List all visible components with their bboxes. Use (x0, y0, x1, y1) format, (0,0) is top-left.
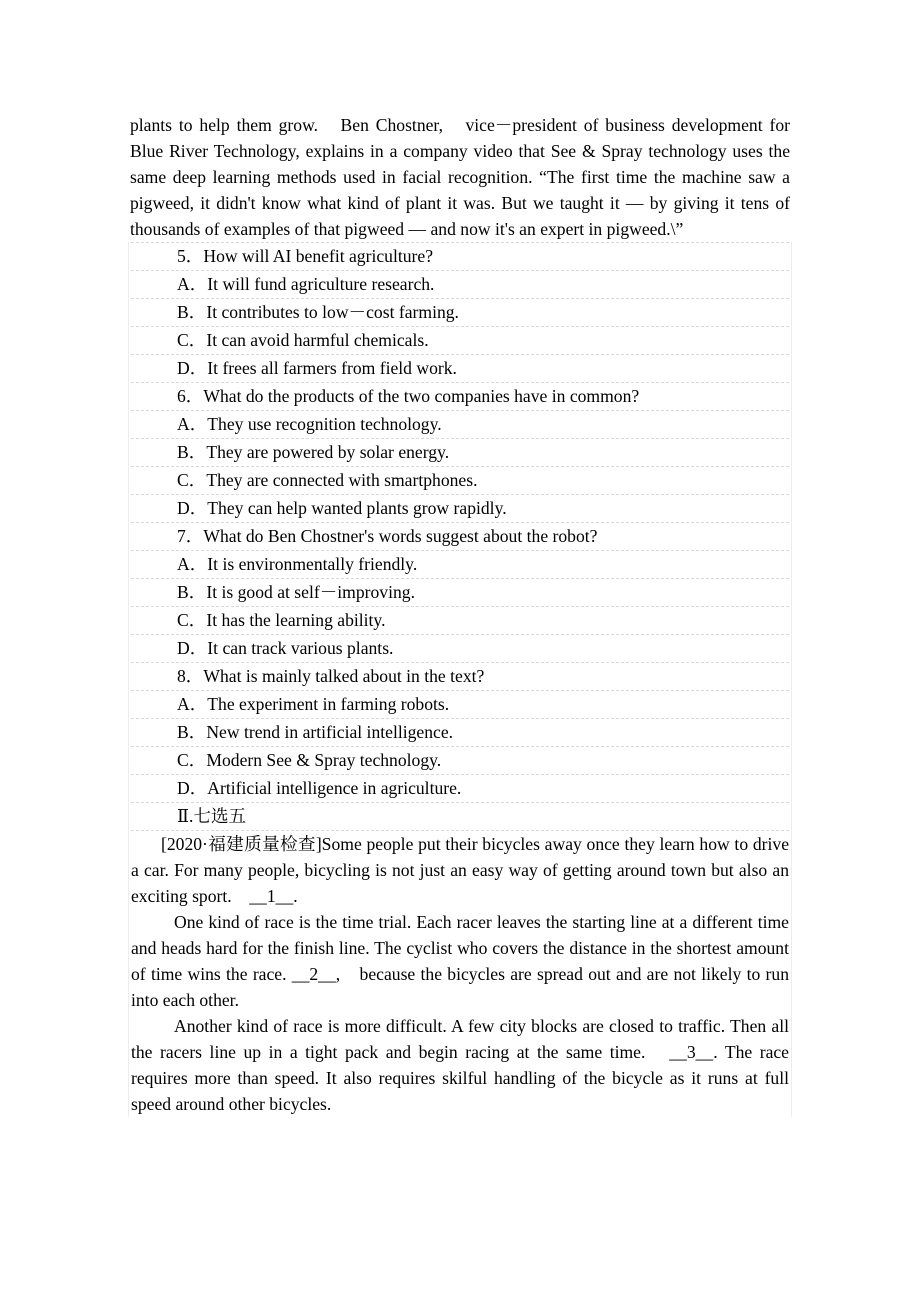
question-5: 5．How will AI benefit agriculture? (131, 243, 789, 271)
cycling-paragraph-1: [2020·福建质量检查]Some people put their bicycles away once they learn how to drive a car. For many people, bicycling is not just an easy way of getting around town but also an exciting sport. __1__. (131, 834, 789, 906)
cycling-paragraph-2: One kind of race is the time trial. Each racer leaves the starting line at a different time and heads hard for the finish line. The cyclist who covers the distance in the shortest amount of time wins the race. __2__, because the bicycles are spread out and are not likely to run into each other. (131, 912, 789, 1010)
option-8-a: A．The experiment in farming robots. (131, 691, 789, 719)
question-7: 7．What do Ben Chostner's words suggest about the robot? (131, 523, 789, 551)
option-8-d: D．Artificial intelligence in agriculture. (131, 775, 789, 803)
option-7-c: C．It has the learning ability. (131, 607, 789, 635)
option-6-b: B．They are powered by solar energy. (131, 439, 789, 467)
cycling-paragraph-3: Another kind of race is more difficult. A few city blocks are closed to traffic. Then all the racers line up in a tight pack and begin racing at the same time. __3__. The race requires more than speed. It also requires skilful handling of the bicycle as it runs at full speed around other bicycles. (131, 1016, 789, 1114)
question-6: 6．What do the products of the two companies have in common? (131, 383, 789, 411)
option-5-c: C．It can avoid harmful chemicals. (131, 327, 789, 355)
multiple-choice-questions (131, 242, 789, 803)
option-5-a: A．It will fund agriculture research. (131, 271, 789, 299)
passage-ai-paragraph: plants to help them grow. Ben Chostner, vice－president of business development for Blue River Technology, explains in a company video that See & Spray technology uses the same deep learning methods used in facial recognition. “The first time the machine saw a pigweed, it didn't know what kind of plant it was. But we taught it — by giving it tens of thousands of examples of that pigweed — and now it's an expert in pigweed.\” (130, 115, 790, 239)
option-6-c: C．They are connected with smartphones. (131, 467, 789, 495)
option-6-d: D．They can help wanted plants grow rapidly. (131, 495, 789, 523)
option-5-d: D．It frees all farmers from field work. (131, 355, 789, 383)
option-5-b: B．It contributes to low－cost farming. (131, 299, 789, 327)
option-8-b: B．New trend in artificial intelligence. (131, 719, 789, 747)
option-7-a: A．It is environmentally friendly. (131, 551, 789, 579)
option-7-d: D．It can track various plants. (131, 635, 789, 663)
option-6-a: A．They use recognition technology. (131, 411, 789, 439)
option-8-c: C．Modern See & Spray technology. (131, 747, 789, 775)
section-two-heading: Ⅱ.七选五 (131, 803, 789, 831)
question-8: 8．What is mainly talked about in the text? (131, 663, 789, 691)
questions-and-section-block (128, 242, 792, 1117)
option-7-b: B．It is good at self－improving. (131, 579, 789, 607)
